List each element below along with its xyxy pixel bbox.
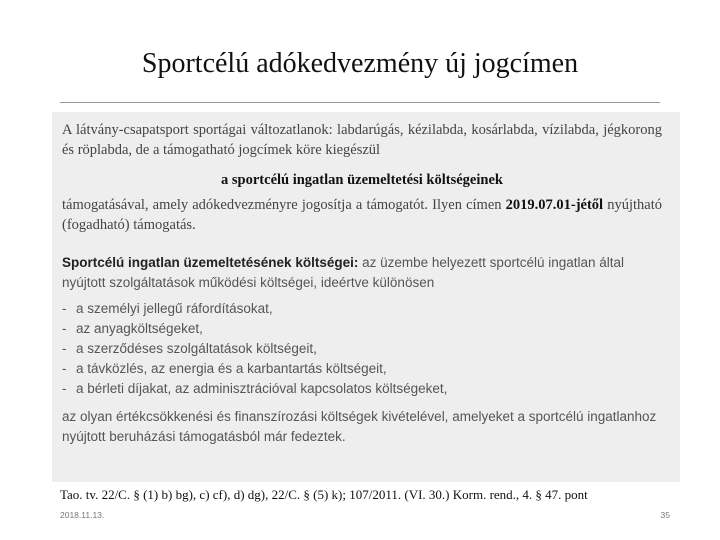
list-item-text: a távközlés, az energia és a karbantartás költségeit,	[76, 361, 387, 376]
list-dash: -	[62, 301, 67, 316]
highlight-phrase: a sportcélú ingatlan üzemeltetési költségeinek	[221, 172, 503, 188]
list-item	[62, 319, 662, 339]
closing-paragraph: az olyan értékcsökkenési és finanszírozási költségek kivételével, amelyeket a sportcélú ingatlanhoz nyújtott beruházási támogatásból már fedeztek.	[62, 409, 657, 444]
definition-term: Sportcélú ingatlan üzemeltetésének költségei:	[62, 255, 359, 270]
list-item	[62, 379, 662, 399]
slide-date: 2018.11.13.	[60, 510, 105, 520]
slide-title: Sportcélú adókedvezmény új jogcímen	[141, 48, 579, 79]
list-dash: -	[62, 341, 67, 356]
list-item	[62, 299, 662, 319]
list-item	[62, 339, 662, 359]
list-item-text: a szerződéses szolgáltatások költségeit,	[76, 341, 317, 356]
cost-list	[62, 299, 662, 399]
page-number: 35	[660, 510, 670, 520]
list-item-text: az anyagköltségeket,	[76, 321, 203, 336]
title-divider	[60, 102, 660, 103]
list-item-text: a bérleti díjakat, az adminisztrációval kapcsolatos költségeket,	[76, 381, 448, 396]
support-tail: nyújtható (fogadható) támogatás.	[62, 197, 662, 233]
intro-paragraph: A látvány-csapatsport sportágai változatlanok: labdarúgás, kézilabda, kosárlabda, vízilabda, jégkorong és röplabda, de a támogatható jogcímek köre kiegészül	[62, 122, 662, 158]
support-paragraph	[62, 195, 662, 235]
list-dash: -	[62, 361, 67, 376]
list-item	[62, 359, 662, 379]
definition-text: az üzembe helyezett sportcélú ingatlan által nyújtott szolgáltatások működési költségei, ideértve különösen	[62, 255, 625, 290]
list-dash: -	[62, 381, 67, 396]
definition-paragraph	[62, 253, 662, 293]
legal-reference: Tao. tv. 22/C. § (1) b) bg), c) cf), d) dg), 22/C. § (5) k); 107/2011. (VI. 30.) Korm. rend., 4. § 47. pont	[60, 487, 588, 502]
list-item-text: a személyi jellegű ráfordításokat,	[76, 301, 273, 316]
support-text: támogatásával, amely adókedvezményre jogosítja a támogatót. Ilyen címen	[62, 197, 502, 213]
support-date: 2019.07.01-jétől	[505, 197, 604, 213]
content-body	[62, 120, 662, 447]
list-dash: -	[62, 321, 67, 336]
content-box	[52, 112, 680, 482]
